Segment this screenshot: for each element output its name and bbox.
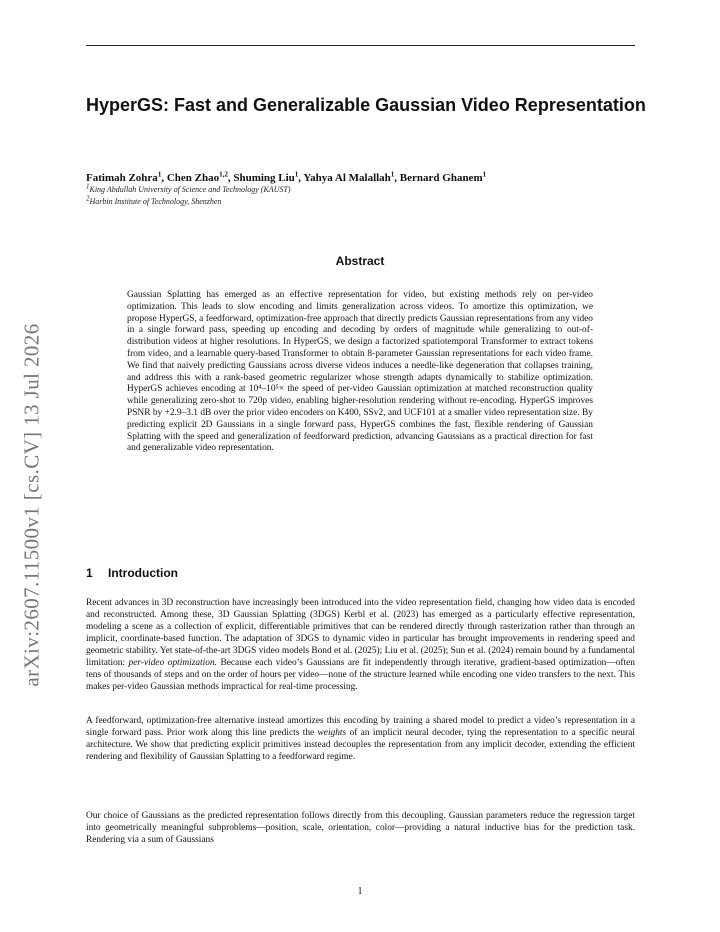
body-paragraph bbox=[86, 597, 635, 693]
affiliation bbox=[86, 182, 291, 194]
affiliation-mark: 1 bbox=[86, 182, 90, 191]
author-name: Shuming Liu bbox=[233, 172, 295, 184]
section-heading bbox=[86, 566, 178, 580]
page-number: 1 bbox=[357, 886, 363, 897]
author-name: Fatimah Zohra bbox=[86, 172, 158, 184]
affiliation-text: King Abdullah University of Science and Technology (KAUST) bbox=[89, 185, 291, 194]
author-affiliation-mark: 1,2 bbox=[219, 170, 228, 179]
paper-title: HyperGS: Fast and Generalizable Gaussian Video Representation bbox=[86, 95, 646, 115]
author-affiliation-mark: 1 bbox=[157, 170, 162, 179]
arxiv-identifier: arXiv:2607.11500v1 [cs.CV] 13 Jul 2026 bbox=[19, 323, 44, 687]
paragraph-text: Because each video’s Gaussians are fit independently through iterative, gradient-based optimization—often tens of thousands of steps and on the order of hours per video—none of the structure learned while encoding one video transfers to the next. This makes per-video Gaussian methods impractical for real-time processing. bbox=[86, 658, 635, 692]
affiliation-text: Harbin Institute of Technology, Shenzhen bbox=[89, 197, 222, 206]
affiliation-mark: 2 bbox=[86, 194, 90, 203]
paragraph-text: Our choice of Gaussians as the predicted representation follows directly from this decoupling. Gaussian parameters reduce the regression target into geometrically meaningful subproblems—position, scale, orientation, color—providing a natural inductive bias for the prediction task. Rendering via a sum of Gaussians bbox=[86, 811, 635, 845]
body-paragraph bbox=[86, 810, 635, 846]
author-name: Bernard Ghanem bbox=[399, 172, 483, 184]
author-affiliation-mark: 1 bbox=[390, 170, 395, 179]
arxiv-sidebar bbox=[14, 323, 50, 687]
section-title: Introduction bbox=[108, 566, 178, 580]
body-paragraph bbox=[86, 715, 635, 763]
author-affiliation-mark: 1 bbox=[482, 170, 487, 179]
author-list: Fatimah Zohra$^1$, Chen Zhao$^{1,2}$, Shuming Liu$^1$, Yahya Al Malallah$^1$, Bernard Ghanem$^1$ bbox=[86, 170, 487, 184]
paragraph-emphasis: weights bbox=[317, 728, 347, 738]
paragraph-text: Recent advances in 3D reconstruction have increasingly been introduced into the video representation field, changing how video data is encoded and reconstructed. Among these, 3D Gaussian Splatting (3DGS) Kerbl et al. (2023) has emerged as a particularly effective representation, modeling a scene as a collection of explicit, differentiable primitives that can be rendered directly through rasterization rather than through an implicit, coordinate-based function. The adaptation of 3DGS to dynamic video in particular has brought improvements in rendering speed and geometric stability. Yet state-of-the-art 3DGS video models Bond et al. (2025); Liu et al. (2025); Sun et al. (2024) remain bound by a fundamental limitation: bbox=[86, 598, 635, 668]
author-affiliation-mark: 1 bbox=[294, 170, 299, 179]
author-name: Yahya Al Malallah bbox=[303, 172, 391, 184]
paragraph-text: A feedforward, optimization-free alternative instead amortizes this encoding by training a shared model to predict a video’s representation in a single forward pass. Prior work along this line predicts the bbox=[86, 716, 635, 738]
abstract-heading: Abstract bbox=[335, 254, 385, 268]
top-rule bbox=[86, 45, 635, 46]
author-name: Chen Zhao bbox=[166, 172, 220, 184]
paragraph-text: of an implicit neural decoder, tying the representation to a specific neural architecture. We show that predicting explicit primitives instead decouples the representation from any implicit decoder, extending the efficient rendering and flexibility of Gaussian Splatting to a feedforward regime. bbox=[86, 728, 635, 762]
paragraph-emphasis: per-video optimization. bbox=[128, 658, 217, 668]
affiliation bbox=[86, 194, 222, 206]
abstract-body: Gaussian Splatting has emerged as an effective representation for video, but existing methods rely on per-video optimization. This leads to slow encoding and limits generalization across videos. To amortize this optimization, we propose HyperGS, a feedforward, optimization-free approach that directly predicts Gaussian representations from any video in a single forward pass, speeding up encoding and decoding by orders of magnitude while generalizing to out-of-distribution videos at higher resolutions. In HyperGS, we design a factorized spatiotemporal Transformer to extract tokens from video, and a learnable query-based Transformer to obtain 8-parameter Gaussian representations for each video frame. We find that naively predicting Gaussians across diverse videos induces a needle-like degeneration that collapses training, and address this with a rank-based geometric regularizer whose strength adapts dynamically to stabilize optimization. HyperGS achieves encoding at 10⁴–10⁵× the speed of per-video Gaussian optimization at matched reconstruction quality while generalizing zero-shot to 720p video, enabling higher-resolution rendering without re-encoding. HyperGS improves PSNR by +2.9–3.1 dB over the prior video encoders on K400, SSv2, and UCF101 at a smaller video representation size. By predicting explicit 2D Gaussians in a single forward pass, HyperGS combines the fast, flexible rendering of Gaussian Splatting with the speed and generalization of feedforward prediction, advancing Gaussians as a practical direction for fast and generalizable video representation. bbox=[127, 290, 593, 454]
section-number: 1 bbox=[86, 566, 93, 580]
